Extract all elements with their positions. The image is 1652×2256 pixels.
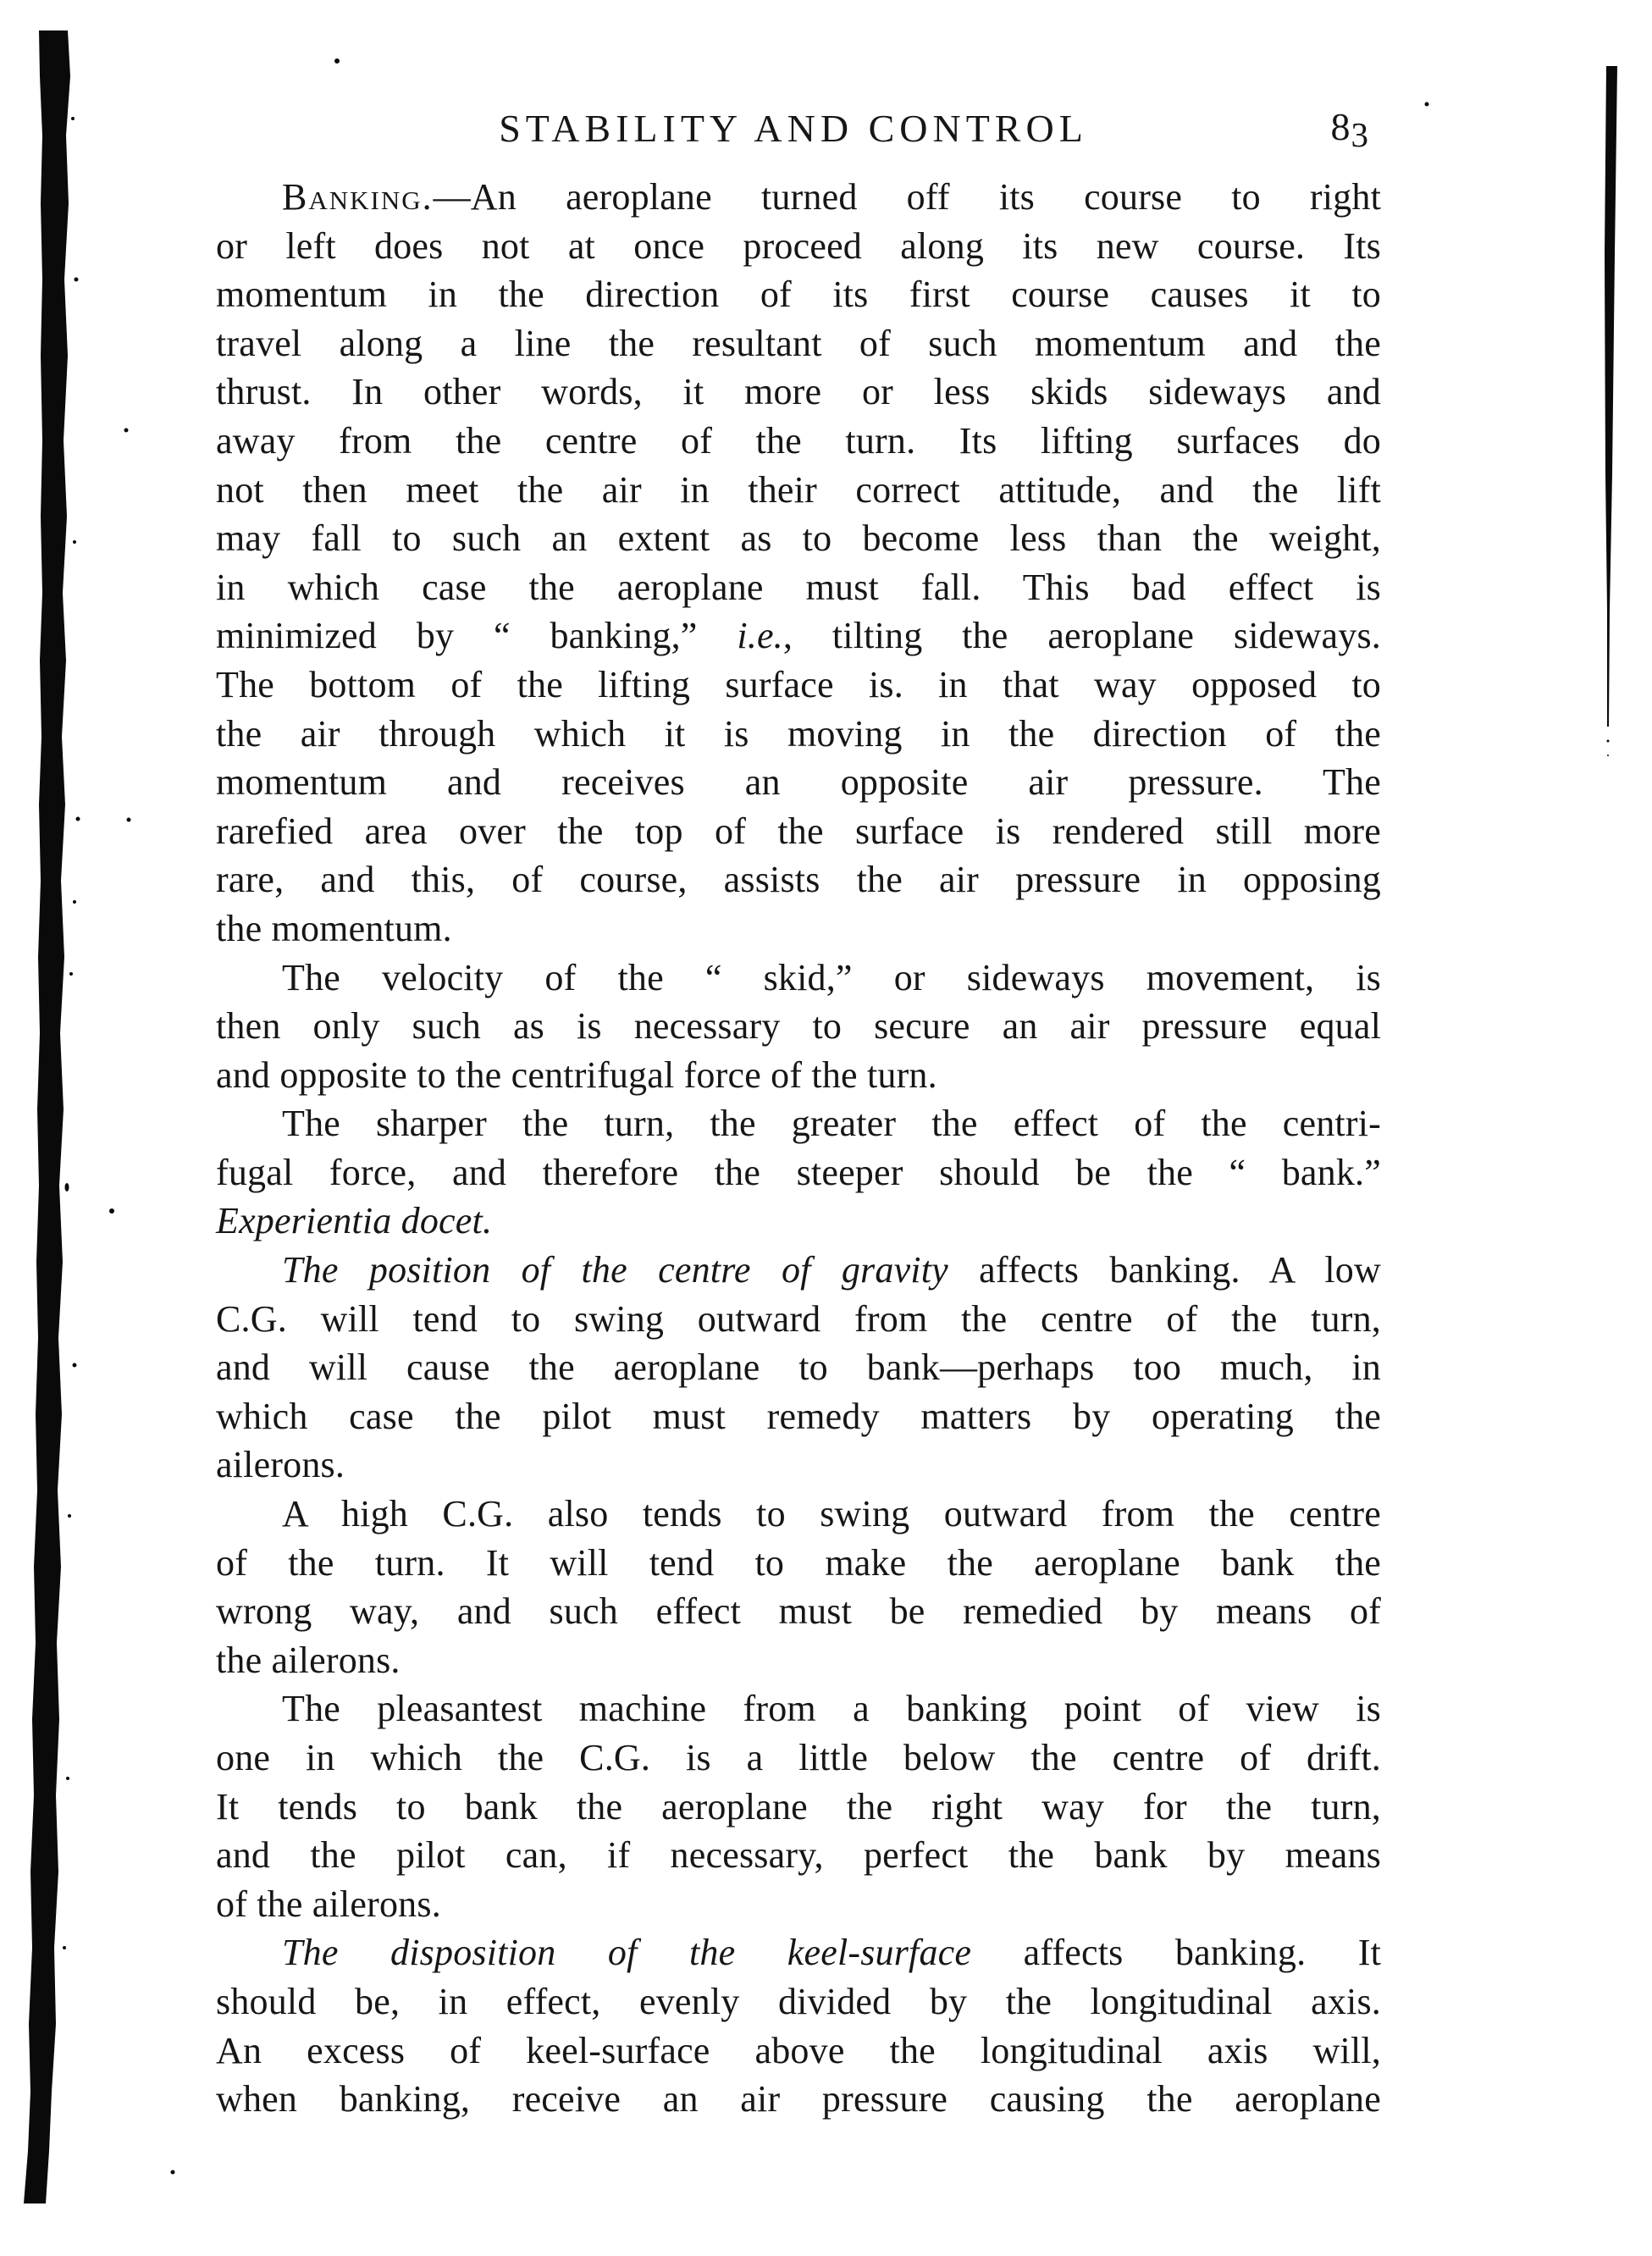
text-line bbox=[216, 1928, 1381, 1977]
text-segment: the ailerons. bbox=[216, 1639, 401, 1681]
text-segment: travel along a line the resultant of such momentum and the bbox=[216, 322, 1381, 364]
text-segment: of the ailerons. bbox=[216, 1883, 441, 1925]
text-segment: not then meet the air in their correct attitude, and the lift bbox=[216, 468, 1381, 511]
text-line bbox=[216, 1880, 1381, 1929]
text-segment: thrust. In other words, it more or less skids sideways and bbox=[216, 371, 1381, 413]
text-line bbox=[216, 1440, 1381, 1490]
text-segment: in which case the aeroplane must fall. This bad effect is bbox=[216, 566, 1381, 608]
text-segment: and will cause the aeroplane to bank—perhaps too much, in bbox=[216, 1346, 1381, 1389]
text-segment: rarefied area over the top of the surface is rendered still more bbox=[216, 810, 1381, 852]
text-line bbox=[216, 2075, 1381, 2124]
text-line bbox=[216, 319, 1381, 368]
text-segment: and the pilot can, if necessary, perfect the bank by means bbox=[216, 1834, 1381, 1877]
text-line bbox=[216, 563, 1381, 612]
text-segment: the momentum. bbox=[216, 907, 452, 949]
text-line bbox=[216, 1733, 1381, 1783]
text-segment: Banking. bbox=[282, 176, 434, 218]
text-line bbox=[216, 466, 1381, 515]
text-line bbox=[216, 1783, 1381, 1832]
text-segment: The bottom of the lifting surface is. in that way opposed to bbox=[216, 663, 1381, 705]
text-line bbox=[216, 1539, 1381, 1588]
text-block bbox=[216, 173, 1381, 2124]
text-segment: A high C.G. also tends to swing outward from the centre bbox=[282, 1493, 1381, 1535]
text-segment: momentum and receives an opposite air pressure. The bbox=[216, 761, 1381, 804]
running-header bbox=[211, 107, 1376, 158]
text-line bbox=[216, 368, 1381, 417]
text-line bbox=[216, 270, 1381, 319]
text-segment: ailerons. bbox=[216, 1444, 345, 1486]
text-segment: The position of the centre of gravity bbox=[282, 1249, 948, 1291]
text-line bbox=[216, 954, 1381, 1003]
text-line bbox=[216, 1684, 1381, 1733]
text-segment: which case the pilot must remedy matters by operating the bbox=[216, 1395, 1381, 1437]
text-line bbox=[216, 1831, 1381, 1880]
text-segment: then only such as is necessary to secure an air pressure equal bbox=[216, 1005, 1381, 1048]
text-line bbox=[216, 1490, 1381, 1539]
text-segment: momentum in the direction of its first course causes it to bbox=[216, 274, 1381, 316]
text-segment: may fall to such an extent as to become less than the weight, bbox=[216, 517, 1381, 560]
text-segment: the air through which it is moving in the direction of the bbox=[216, 712, 1381, 755]
text-line bbox=[216, 1246, 1381, 1295]
text-line bbox=[216, 1587, 1381, 1636]
text-line bbox=[216, 1099, 1381, 1148]
text-segment: rare, and this, of course, assists the air pressure in opposing bbox=[216, 859, 1381, 901]
text-segment: affects banking. A low bbox=[948, 1249, 1381, 1291]
text-line bbox=[216, 2027, 1381, 2076]
text-line bbox=[216, 1977, 1381, 2027]
text-segment: —An aeroplane turned off its course to right bbox=[433, 176, 1381, 218]
text-segment: , tilting the aeroplane sideways. bbox=[782, 615, 1381, 657]
text-line bbox=[216, 1002, 1381, 1051]
text-line bbox=[216, 1197, 1381, 1246]
text-segment: Experientia docet. bbox=[216, 1200, 493, 1242]
text-segment: fugal force, and therefore the steeper should be the “ bank.” bbox=[216, 1151, 1381, 1193]
scan-edge-line-artifact bbox=[1605, 66, 1617, 727]
text-line bbox=[216, 855, 1381, 904]
text-line bbox=[216, 222, 1381, 271]
text-segment: An excess of keel-surface above the longitudinal axis will, bbox=[216, 2029, 1381, 2071]
text-segment: The sharper the turn, the greater the effect of the centri- bbox=[282, 1103, 1381, 1145]
text-line bbox=[216, 514, 1381, 563]
text-segment: away from the centre of the turn. Its lifting surfaces do bbox=[216, 419, 1381, 462]
text-line bbox=[216, 417, 1381, 466]
text-line bbox=[216, 1051, 1381, 1100]
text-segment: The pleasantest machine from a banking point of view is bbox=[282, 1688, 1381, 1730]
text-segment: C.G. will tend to swing outward from the centre of the turn, bbox=[216, 1297, 1381, 1340]
page-header-title: STABILITY AND CONTROL bbox=[499, 107, 1088, 150]
text-segment: of the turn. It will tend to make the aeroplane bank the bbox=[216, 1541, 1381, 1584]
scan-gutter-artifact bbox=[24, 30, 70, 2203]
text-line bbox=[216, 1636, 1381, 1685]
text-segment: wrong way, and such effect must be remedied by means of bbox=[216, 1590, 1381, 1633]
text-line bbox=[216, 661, 1381, 710]
text-line bbox=[216, 1148, 1381, 1197]
text-segment: The disposition of the keel-surface bbox=[282, 1932, 972, 1974]
text-segment: should be, in effect, evenly divided by the longitudinal axis. bbox=[216, 1980, 1381, 2022]
text-line bbox=[216, 173, 1381, 222]
text-segment: minimized by “ banking,” bbox=[216, 615, 738, 657]
text-segment: affects banking. It bbox=[971, 1932, 1382, 1974]
text-segment: or left does not at once proceed along its new course. Its bbox=[216, 224, 1381, 267]
text-line bbox=[216, 1343, 1381, 1392]
text-line bbox=[216, 710, 1381, 759]
text-line bbox=[216, 1392, 1381, 1441]
text-line bbox=[216, 904, 1381, 954]
text-line bbox=[216, 611, 1381, 661]
text-line bbox=[216, 758, 1381, 807]
page-number: 83 bbox=[1330, 105, 1369, 154]
text-segment: when banking, receive an air pressure causing the aeroplane bbox=[216, 2078, 1381, 2121]
text-segment: and opposite to the centrifugal force of the turn. bbox=[216, 1053, 937, 1096]
text-line bbox=[216, 807, 1381, 856]
text-line bbox=[216, 1295, 1381, 1344]
text-segment: It tends to bank the aeroplane the right way for the turn, bbox=[216, 1785, 1381, 1827]
text-segment: i.e. bbox=[737, 615, 783, 657]
text-segment: The velocity of the “ skid,” or sideways movement, is bbox=[282, 956, 1381, 998]
text-segment: one in which the C.G. is a little below the centre of drift. bbox=[216, 1737, 1381, 1778]
